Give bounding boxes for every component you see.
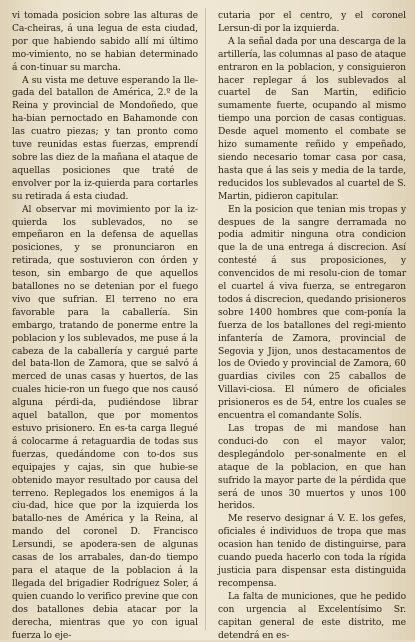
left-column — [12, 10, 198, 642]
paragraph: Las tropas de mi mandose han conduci-do con el mayor valor, desplegándolo per-sonalmente en el ataque de la poblacion, en que han sufrido la mayor parte de la pérdida que será de unos 30 muertos y unos 100 heridos. — [218, 423, 406, 512]
paragraph: Al observar mi movimiento por la iz-quierda los sublevados, no se empeñaron en la defensa de aquellas posiciones, y se pronunciaron en retirada, que sostuvieron con órden y teson, sin embargo de que aquellos batallones no se detenian por el fuego vivo que sufrian. El terreno no era favorable para la caballería. Sin embargo, tratando de ponerme entre la poblacion y los sublevados, me puse á la cabeza de la caballería y cargué parte del bata-llon de Zamora, que se salvó á merced de unas casas y huertos, de las cuales hicie-ron un fuego que nos causó alguna pérdi-da, pudiéndose librar aquel batallon, que por momentos estuvo prisionero. En es-ta carga llegué á colocarme á retaguardia de todas sus fuerzas, quedándome con to-dos sus equipajes y cajas, sin que hubie-se obtenido mayor resultado por causa del terreno. Replegados los enemigos á la ciu-dad, hice que por la izquierda los batallo-nes de América y la Reina, al mando del coronel D. Francisco Lersundi, se apodera-sen de algunas casas de los arrabales, dan-do tiempo para el ataque de la poblacion á la llegada del brigadier Rodríguez Soler, á quien cuando lo verifico previne que con dos batallones debia atacar por la derecha, mientras que yo con igual fuerza lo eje- — [12, 203, 198, 641]
paragraph: A la señal dada por una descarga de la artillería, las columnas al paso de ataque entraron en la poblacion, y consiguieron hacer replegar á los sublevados al cuartel de San Martin, edificio sumamente fuerte, ocupando al mismo tiempo una porcion de casas contiguas. Desde aquel momento el combate se hizo sumamente reñido y empeñado, siendo necesario tomar casa por casa, hasta que á las seis y media de la tarde, reducidos los sublevados al cuartel de S. Martin, pidieron capitular. — [218, 35, 406, 202]
paragraph: Me reservo designar á V. E. los gefes, oficiales é individuos de tropa que mas ocasion han tenido de distinguirse, para cuando pueda hacerlo con toda la rígida justicia para dispensar esta distinguida recompensa. — [218, 513, 406, 589]
right-column — [218, 10, 406, 642]
column-divider — [205, 8, 206, 630]
paragraph: En la posicion que tenian mis tropas y despues de la sangre derramada no podia admitir ninguna otra condicion que la de una entrega á discrecion. Así contesté á sus proposiciones, y convencidos de mi resolu-cion de tomar el cuartel á viva fuerza, se entregaron todos á discrecion, quedando prisioneros sobre 1400 hombres que com-ponía la fuerza de los batallones del regi-miento infantería de Zamora, provincial de Segovia y Jijon, unos destacamentos de los de Oviedo y provincial de Zamora, 60 guardias civiles con 25 caballos de Villavi-ciosa. El número de oficiales prisioneros es de 54, entre los cuales se encuentra el comandante Solís. — [218, 203, 406, 422]
paragraph: A su vista me detuve esperando la lle-gada del batallon de América, 2.º de la Reina y provincial de Mondoñedo, que ha-bian pernoctado en Bahamonde con las cuatro piezas; y tan pronto como tuve reunidas estas fuerzas, emprendí sobre las diez de la mañana el ataque de aquellas posiciones que traté de envolver por la iz-quierda para cortarles su retirada á esta ciudad. — [12, 74, 198, 202]
paragraph: vi tomada posicion sobre las alturas de Ca-cheiras, á una legua de esta ciudad, por que habiendo sabido allí mi último mo-vimiento, no se habian determinado á con-tinuar su marcha. — [12, 10, 198, 73]
paragraph: cutaria por el centro, y el coronel Lersun-di por la izquierda. — [218, 10, 406, 34]
paragraph: La falta de municiones, que he pedido con urgencia al Excelentísimo Sr. capitan general de este distrito, me detendrá en es- — [218, 590, 406, 641]
